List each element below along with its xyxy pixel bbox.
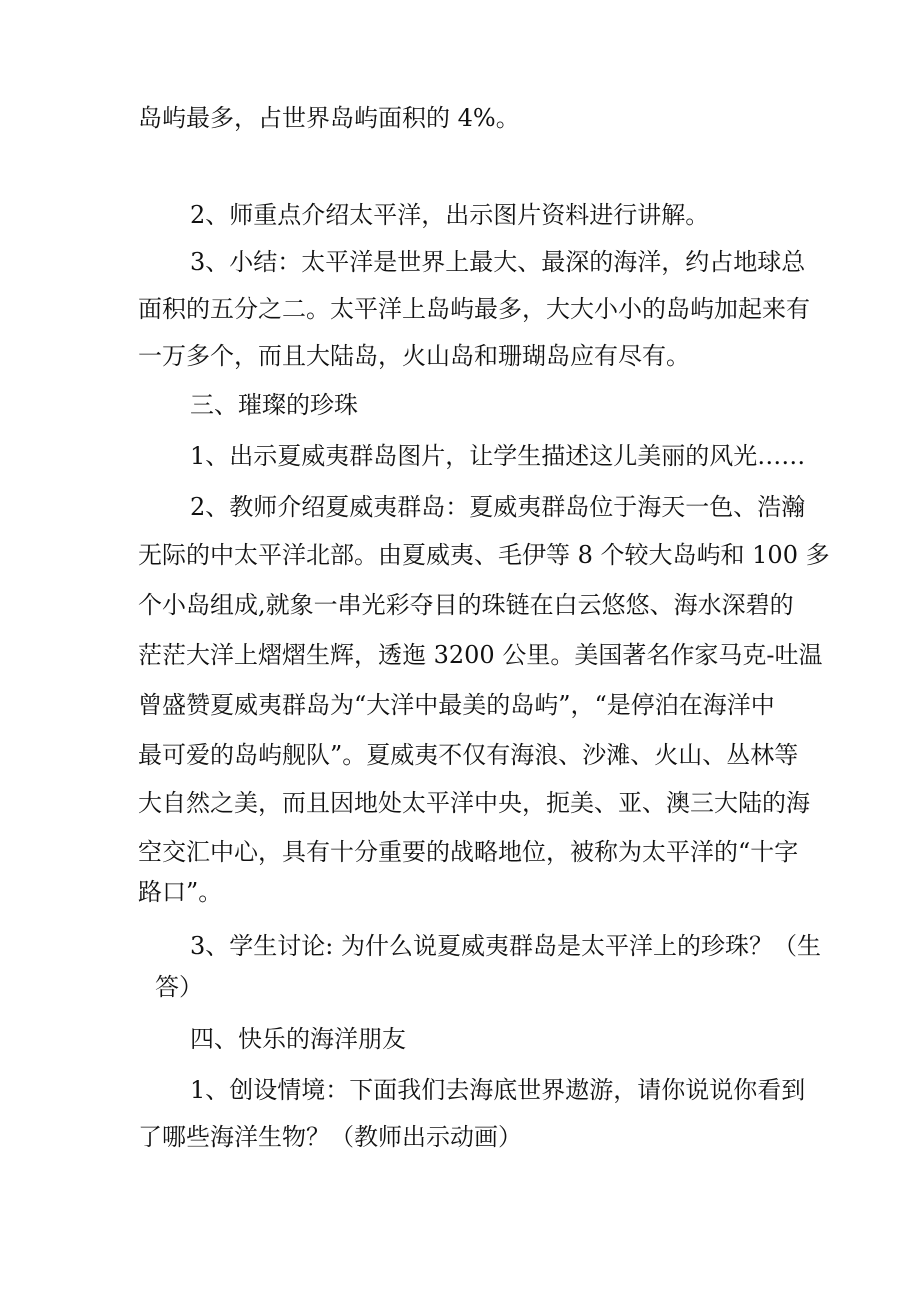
- paragraph-line: 路口”。: [138, 878, 223, 906]
- paragraph-line: 茫茫大洋上熠熠生辉，透迤 3200 公里。美国著名作家马克-吐温: [138, 641, 823, 669]
- paragraph-line: 大自然之美，而且因地处太平洋中央，扼美、亚、澳三大陆的海: [138, 789, 810, 817]
- section-heading: 三、璀璨的珍珠: [190, 391, 358, 419]
- paragraph-line: 3、学生讨论: 为什么说夏威夷群岛是太平洋上的珍珠？（生: [190, 932, 821, 960]
- paragraph-line: 2、师重点介绍太平洋，出示图片资料进行讲解。: [190, 201, 710, 229]
- paragraph-line: 答）: [155, 973, 203, 1001]
- paragraph-line: 岛屿最多，占世界岛屿面积的 4%。: [138, 104, 520, 132]
- paragraph-line: 一万多个，而且大陆岛，火山岛和珊瑚岛应有尽有。: [138, 342, 690, 370]
- paragraph-line: 1、出示夏威夷群岛图片，让学生描述这儿美丽的风光……: [190, 442, 806, 470]
- paragraph-line: 1、创设情境：下面我们去海底世界遨游，请你说说你看到: [190, 1076, 806, 1104]
- section-heading: 四、快乐的海洋朋友: [190, 1025, 406, 1053]
- paragraph-line: 个小岛组成,就象一串光彩夺目的珠链在白云悠悠、海水深碧的: [138, 591, 794, 619]
- paragraph-line: 3、小结：太平洋是世界上最大、最深的海洋，约占地球总: [190, 248, 806, 276]
- paragraph-line: 最可爱的岛屿舰队”。夏威夷不仅有海浪、沙滩、火山、丛林等: [138, 741, 799, 769]
- paragraph-line: 面积的五分之二。太平洋上岛屿最多，大大小小的岛屿加起来有: [138, 295, 810, 323]
- paragraph-line: 无际的中太平洋北部。由夏威夷、毛伊等 8 个较大岛屿和 100 多: [138, 541, 830, 569]
- paragraph-line: 2、教师介绍夏威夷群岛：夏威夷群岛位于海天一色、浩瀚: [190, 493, 806, 521]
- paragraph-line: 曾盛赞夏威夷群岛为“大洋中最美的岛屿”，“是停泊在海洋中: [138, 691, 775, 719]
- paragraph-line: 了哪些海洋生物？（教师出示动画）: [138, 1123, 522, 1151]
- paragraph-line: 空交汇中心，具有十分重要的战略地位，被称为太平洋的“十字: [138, 838, 799, 866]
